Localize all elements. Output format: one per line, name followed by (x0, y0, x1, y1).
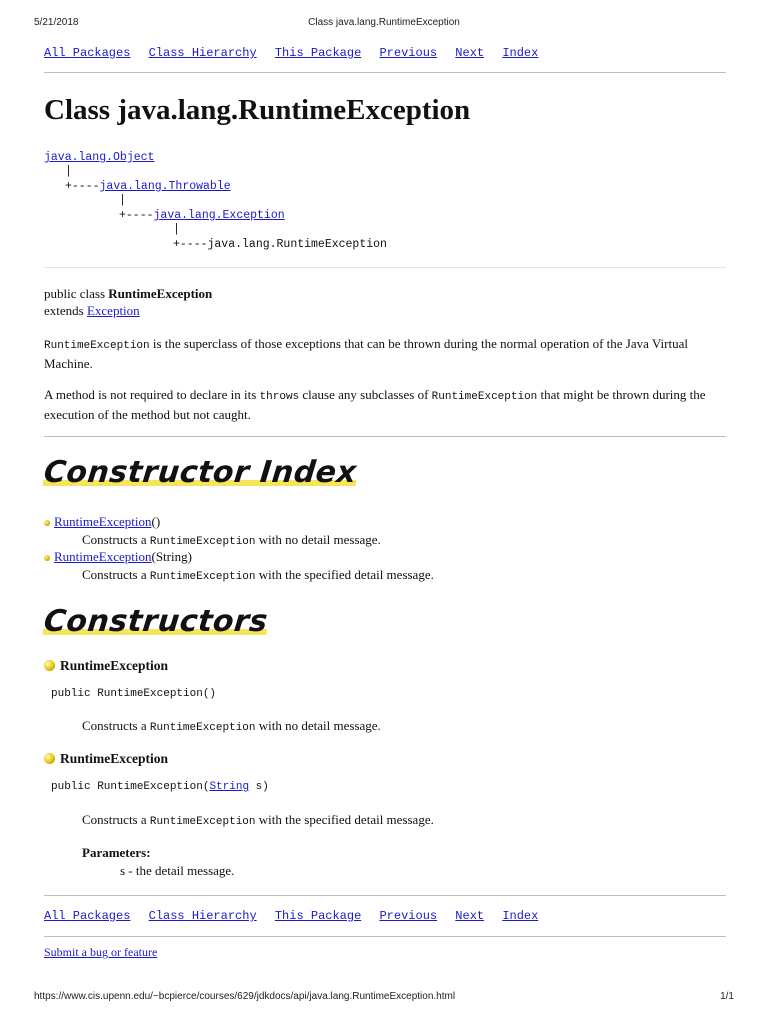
desc-text: Constructs a (82, 567, 150, 582)
divider (44, 936, 726, 937)
hierarchy-connector: +---- (65, 180, 100, 193)
nav-index-link[interactable]: Index (502, 909, 539, 923)
bottom-nav (44, 909, 549, 923)
parameters-label: Parameters: (82, 845, 151, 860)
inline-code: throws (259, 391, 300, 403)
parameter-description: s - the detail message. (120, 863, 235, 878)
constructor-signature (51, 781, 269, 793)
print-url: https://www.cis.upenn.edu/~bcpierce/courses/629/jdkdocs/api/java.lang.RuntimeException.html (34, 991, 456, 1002)
print-footer (34, 991, 734, 1005)
constructor-index-entry (44, 513, 160, 530)
nav-class-hierarchy-link[interactable]: Class Hierarchy (148, 46, 257, 60)
constructor-description (82, 718, 381, 734)
hierarchy-exception-link[interactable]: java.lang.Exception (153, 209, 285, 222)
description-text: clause any subclasses of (299, 387, 432, 402)
constructor-index-link[interactable]: RuntimeException (54, 514, 152, 529)
hierarchy-throwable-link[interactable]: java.lang.Throwable (99, 180, 231, 193)
extends-label: extends (44, 303, 87, 318)
desc-text: with no detail message. (255, 718, 381, 733)
top-nav (44, 46, 549, 60)
desc-text: with the specified detail message. (255, 567, 434, 582)
print-header (34, 17, 734, 31)
inline-code: RuntimeException (149, 722, 256, 734)
divider (44, 72, 726, 73)
nav-all-packages-link[interactable]: All Packages (44, 909, 131, 923)
bullet-icon (44, 660, 55, 671)
inline-code: RuntimeException (149, 571, 256, 583)
inline-code: RuntimeException (149, 816, 256, 828)
inline-code: RuntimeException (44, 340, 150, 352)
bullet-icon (44, 555, 50, 561)
description-text: A method is not required to declare in its (44, 387, 260, 402)
constructor-params: () (151, 514, 161, 529)
hierarchy-pipe: | (65, 165, 72, 178)
nav-next-link[interactable]: Next (455, 46, 485, 60)
inline-code: RuntimeException (149, 536, 256, 548)
constructor-name: RuntimeException (60, 658, 168, 673)
divider (44, 436, 726, 437)
nav-index-link[interactable]: Index (502, 46, 539, 60)
signature-text: public RuntimeException( (51, 781, 210, 793)
nav-next-link[interactable]: Next (455, 909, 485, 923)
constructor-index-heading: Constructor Index (42, 455, 359, 490)
print-date: 5/21/2018 (34, 17, 79, 28)
constructor-index-desc (82, 566, 434, 586)
desc-text: Constructs a (82, 812, 150, 827)
submit-bug-link[interactable]: Submit a bug or feature (44, 945, 158, 959)
constructor-detail-heading (44, 751, 168, 767)
nav-this-package-link[interactable]: This Package (274, 46, 362, 60)
constructor-signature: public RuntimeException() (51, 688, 217, 700)
constructor-index-link[interactable]: RuntimeException (54, 549, 152, 564)
desc-text: with the specified detail message. (255, 812, 434, 827)
desc-text: Constructs a (82, 718, 150, 733)
hierarchy-pipe: | (173, 223, 180, 236)
hierarchy-pipe: | (119, 194, 126, 207)
constructors-heading: Constructors (42, 604, 270, 639)
constructor-name: RuntimeException (60, 751, 168, 766)
page-title: Class java.lang.RuntimeException (44, 94, 471, 126)
desc-text: with no detail message. (255, 532, 381, 547)
inline-code: RuntimeException (431, 391, 538, 403)
declaration-prefix: public class (44, 286, 109, 301)
nav-all-packages-link[interactable]: All Packages (44, 46, 131, 60)
description-text: that might be thrown during the execution of the method but not caught. (44, 387, 706, 422)
nav-class-hierarchy-link[interactable]: Class Hierarchy (148, 909, 257, 923)
hierarchy-current-class: +----java.lang.RuntimeException (173, 238, 387, 251)
constructor-params: (String) (151, 549, 192, 564)
nav-this-package-link[interactable]: This Package (274, 909, 362, 923)
nav-previous-link[interactable]: Previous (379, 46, 438, 60)
constructor-description (82, 812, 434, 828)
class-declaration (44, 285, 726, 319)
print-page-number: 1/1 (720, 991, 734, 1002)
divider (44, 895, 726, 896)
submit-bug-section (44, 945, 157, 960)
bullet-icon (44, 520, 50, 526)
desc-text: Constructs a (82, 532, 150, 547)
bullet-icon (44, 753, 55, 764)
constructor-detail-heading (44, 658, 168, 674)
hierarchy-connector: +---- (119, 209, 154, 222)
description-paragraph (44, 386, 726, 423)
superclass-link[interactable]: Exception (86, 303, 140, 318)
description-text: is the superclass of those exceptions that can be thrown during the normal operation of the Java Virtual Machine. (44, 336, 688, 371)
print-title: Class java.lang.RuntimeException (308, 17, 460, 28)
signature-text: s) (249, 781, 269, 793)
divider (44, 267, 726, 268)
hierarchy-object-link[interactable]: java.lang.Object (44, 151, 155, 164)
string-type-link[interactable]: String (209, 781, 250, 793)
declaration-class-name: RuntimeException (108, 286, 213, 301)
constructor-index-entry (44, 548, 192, 565)
nav-previous-link[interactable]: Previous (379, 909, 438, 923)
description-paragraph (44, 335, 726, 372)
